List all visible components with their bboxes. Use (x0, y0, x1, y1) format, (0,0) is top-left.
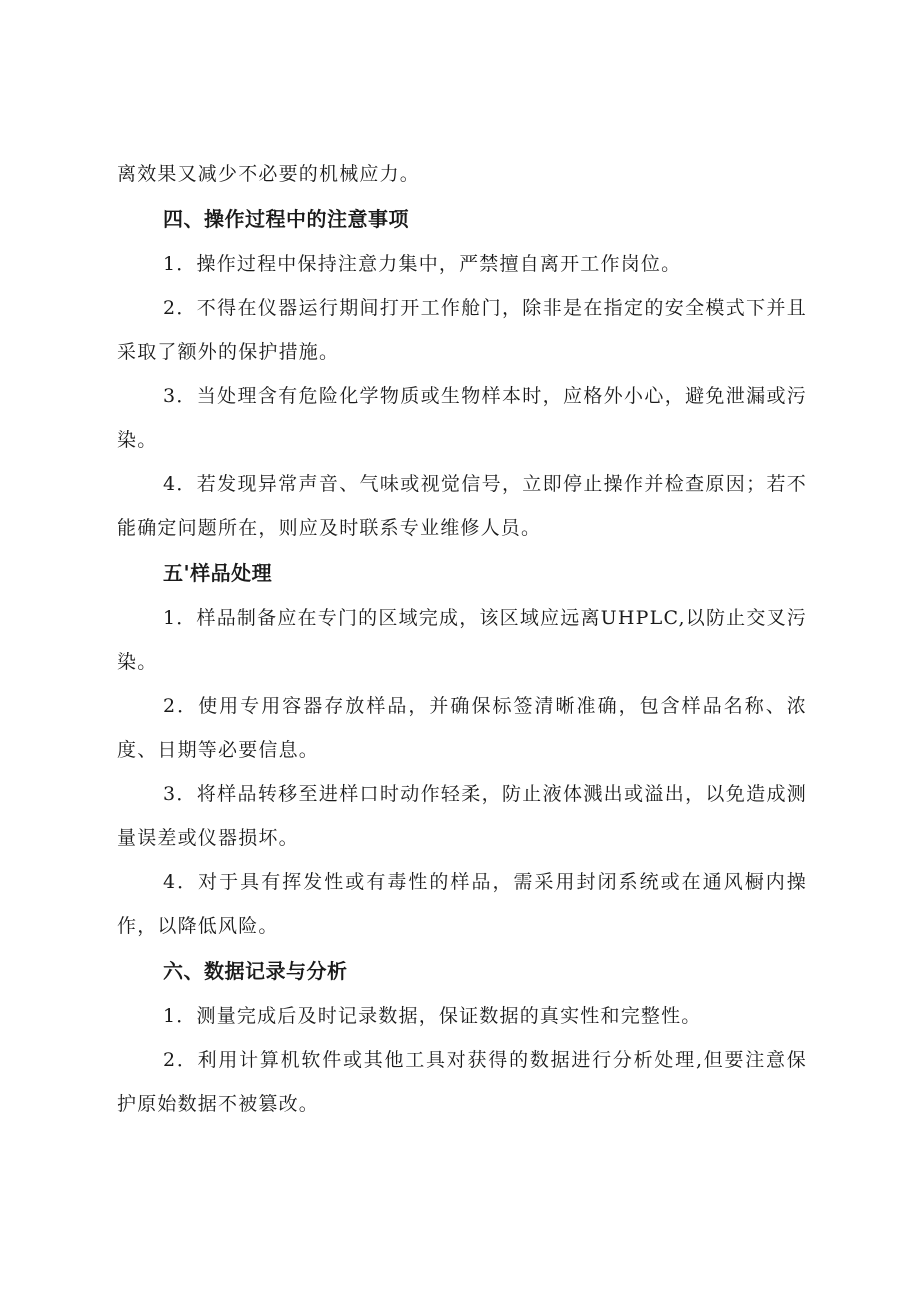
section-4-item-3: 3．当处理含有危险化学物质或生物样本时，应格外小心，避免泄漏或污染。 (117, 385, 807, 451)
section-4-item-1: 1．操作过程中保持注意力集中，严禁擅自离开工作岗位。 (163, 253, 682, 275)
section-5-item-4: 4．对于具有挥发性或有毒性的样品，需采用封闭系统或在通风橱内操作，以降低风险。 (117, 871, 807, 937)
section-heading-6: 六、数据记录与分析 (163, 959, 348, 983)
section-4-item-4: 4．若发现异常声音、气味或视觉信号，立即停止操作并检查原因；若不能确定问题所在，则应及时联系专业维修人员。 (117, 473, 807, 539)
section-4-item-2: 2．不得在仪器运行期间打开工作舱门，除非是在指定的安全模式下并且采取了额外的保护措施。 (117, 297, 807, 363)
continuation-text: 离效果又减少不必要的机械应力。 (117, 163, 421, 185)
section-heading-4: 四、操作过程中的注意事项 (163, 207, 409, 231)
section-5-item-1: 1．样品制备应在专门的区域完成，该区域应远离UHPLC,以防止交叉污染。 (117, 607, 807, 673)
section-heading-5: 五'样品处理 (163, 561, 273, 585)
document-body (117, 152, 807, 1126)
section-5-item-2: 2．使用专用容器存放样品，并确保标签清晰准确，包含样品名称、浓度、日期等必要信息。 (117, 695, 807, 761)
section-6-item-2: 2．利用计算机软件或其他工具对获得的数据进行分析处理,但要注意保护原始数据不被篡改。 (117, 1049, 807, 1115)
section-6-item-1: 1．测量完成后及时记录数据，保证数据的真实性和完整性。 (163, 1005, 702, 1027)
section-5-item-3: 3．将样品转移至进样口时动作轻柔，防止液体溅出或溢出，以免造成测量误差或仪器损坏。 (117, 783, 807, 849)
